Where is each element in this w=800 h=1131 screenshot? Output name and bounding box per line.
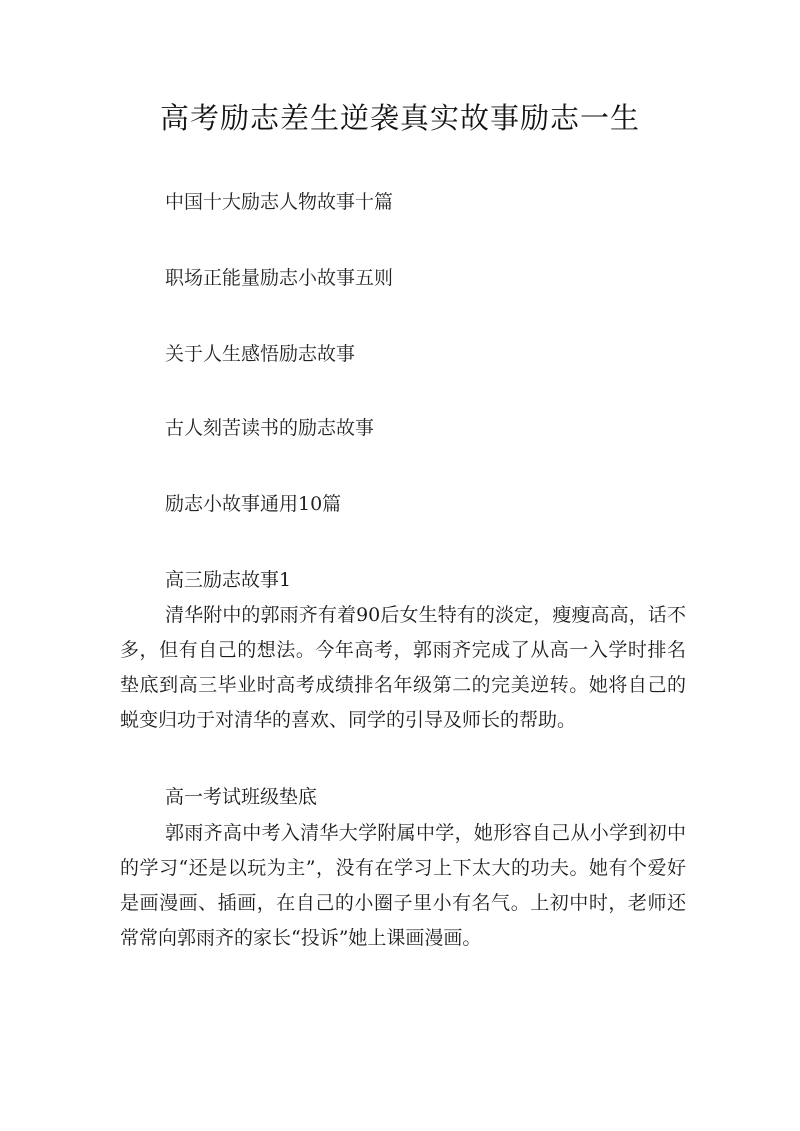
body-paragraph: 清华附中的郭雨齐有着90后女生特有的淡定，瘦瘦高高，话不多，但有自己的想法。今年高考，郭雨齐完成了从高一入学时排名垫底到高三毕业时高考成绩排名年级第二的完美逆转。她将自己的蜕变归功于对清华的喜欢、同学的引导及师长的帮助。 [120,604,686,731]
section-heading: 高一考试班级垫底 [165,786,318,808]
body-paragraph: 郭雨齐高中考入清华大学附属中学，她形容自己从小学到初中的学习“还是以玩为主”，没有在学习上下太大的功夫。她有个爱好是画漫画、插画，在自己的小圈子里小有名气。上初中时，老师还常常向郭雨齐的家长“投诉”她上课画漫画。 [120,822,686,949]
document-title: 高考励志差生逆袭真实故事励志一生 [159,101,640,135]
related-article-link[interactable]: 励志小故事通用10篇 [165,493,342,515]
section-heading: 高三励志故事1 [165,569,292,591]
related-article-link[interactable]: 关于人生感悟励志故事 [165,343,356,365]
related-article-link[interactable]: 职场正能量励志小故事五则 [165,267,394,289]
related-article-link[interactable]: 古人刻苦读书的励志故事 [165,417,375,439]
related-article-link[interactable]: 中国十大励志人物故事十篇 [165,191,394,213]
